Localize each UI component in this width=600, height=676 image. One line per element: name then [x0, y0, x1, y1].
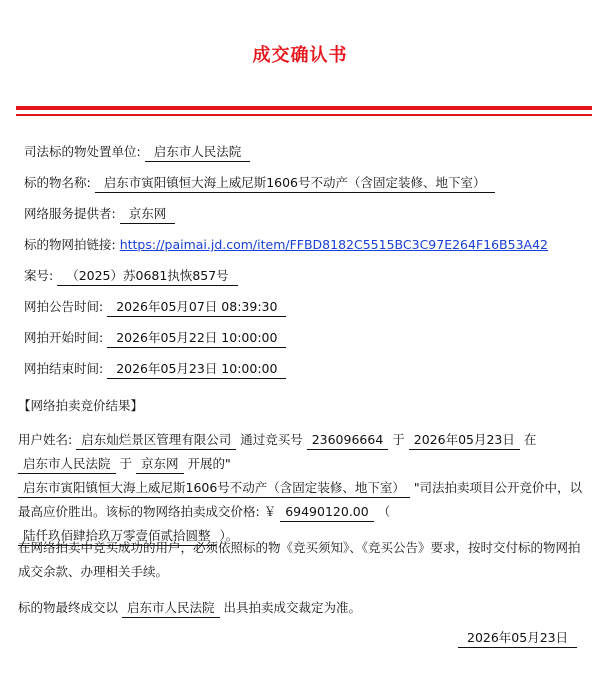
signature-date: 2026年05月23日: [458, 628, 577, 648]
field-value: 京东网: [120, 204, 176, 224]
field-label: 网拍结束时间:: [24, 361, 104, 376]
field-label: 网络服务提供者:: [24, 206, 116, 221]
field-value: 启东市寅阳镇恒大海上威尼斯1606号不动产（含固定装修、地下室）: [95, 173, 495, 193]
text: 于: [119, 456, 133, 471]
auction-link[interactable]: https://paimai.jd.com/item/FFBD8182C5515BC3C97E264F16B53A42: [119, 237, 548, 252]
final-paragraph: [18, 596, 590, 620]
field-label: 标的物名称:: [24, 175, 91, 190]
field-label: 网拍开始时间:: [24, 330, 104, 345]
field-label: 标的物网拍链接:: [24, 237, 116, 252]
field-end-time: [24, 359, 286, 379]
text: 用户姓名:: [18, 432, 73, 447]
header-divider-thick: [16, 106, 592, 110]
deal-price: 69490120.00: [280, 502, 374, 522]
field-label: 网拍公告时间:: [24, 299, 104, 314]
text: ）。: [219, 528, 239, 543]
text: 开展的": [187, 456, 231, 471]
platform-name: 京东网: [136, 454, 184, 474]
field-value: 启东市人民法院: [145, 142, 251, 162]
text: 出具拍卖成交裁定为准。: [223, 600, 362, 615]
court-name: 启东市人民法院: [18, 454, 116, 474]
deal-date: 2026年05月23日: [409, 430, 520, 450]
header-divider-thin: [16, 114, 592, 116]
field-case-number: [24, 266, 238, 286]
text: 在: [523, 432, 537, 447]
field-label: 司法标的物处置单位:: [24, 144, 141, 159]
field-value: 2026年05月22日 10:00:00: [107, 328, 286, 348]
requirements-paragraph: 在网络拍卖中竞买成功的用户，必须依照标的物《竞买须知》、《竞买公告》要求，按时交付标的物网拍成交余款、办理相关手续。: [18, 540, 581, 579]
section-heading: 【网络拍卖竞价结果】: [18, 398, 144, 413]
item-name: 启东市寅阳镇恒大海上威尼斯1606号不动产（含固定装修、地下室）: [18, 478, 410, 498]
deal-price-words: 陆仟玖佰肆拾玖万零壹佰贰拾圆整: [18, 526, 216, 546]
field-auction-link: [24, 235, 548, 255]
court-name: 启东市人民法院: [122, 598, 220, 618]
text: 于: [392, 432, 405, 447]
text: （: [377, 504, 391, 519]
text: 标的物最终成交以: [18, 600, 119, 615]
text: 通过竞买号: [240, 432, 303, 447]
field-value: 2026年05月23日 10:00:00: [107, 359, 286, 379]
winner-name: 启东灿烂景区管理有限公司: [76, 430, 236, 450]
field-disposal-unit: [24, 142, 250, 162]
field-item-name: [24, 173, 495, 193]
field-label: 案号:: [24, 268, 54, 283]
field-service-provider: [24, 204, 175, 224]
field-start-time: [24, 328, 286, 348]
field-announce-time: [24, 297, 286, 317]
field-value: （2025）苏0681执恢857号: [57, 266, 237, 286]
text: "司法拍卖项目公开竞价中，以最高应价胜出。该标的物网络拍卖成交价格:: [18, 480, 583, 519]
currency-symbol: ￥: [263, 504, 277, 519]
result-paragraph: [18, 428, 590, 548]
page-title: 成交确认书: [252, 45, 348, 66]
bid-number: 236096664: [307, 430, 389, 450]
field-value: 2026年05月07日 08:39:30: [107, 297, 286, 317]
